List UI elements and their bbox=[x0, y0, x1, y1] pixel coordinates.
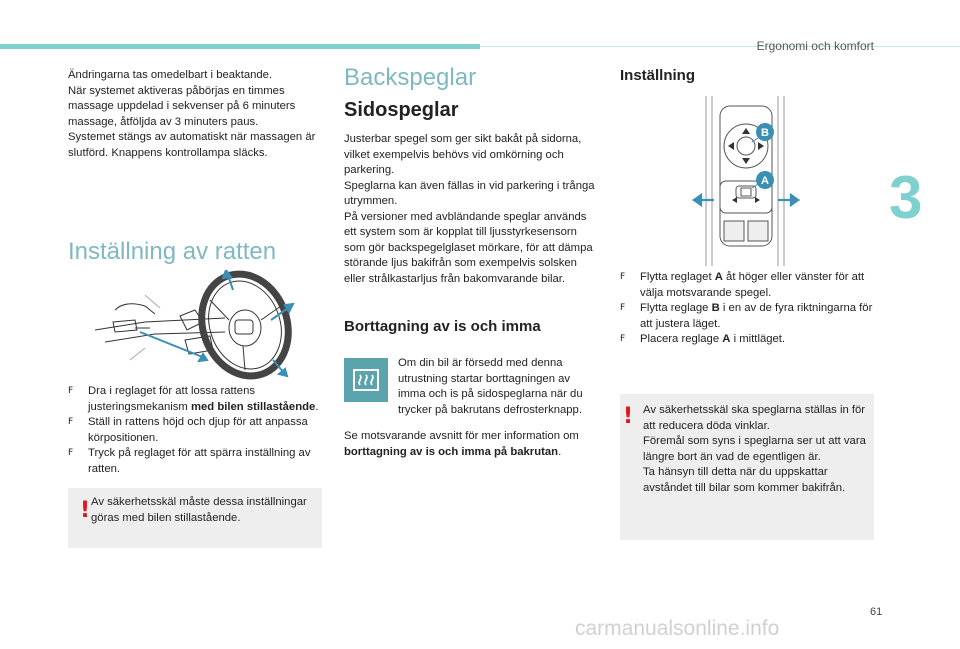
watermark: carmanualsonline.info bbox=[575, 617, 780, 640]
setting-step-3 bbox=[620, 332, 876, 348]
bullet-marker: F bbox=[620, 303, 626, 313]
reference-text bbox=[344, 429, 600, 460]
step-1-text: Dra i reglaget för att lossa rattens justeringsmekanism bbox=[88, 385, 256, 413]
setting-step-1 bbox=[620, 270, 876, 301]
bullet-marker: F bbox=[68, 448, 74, 458]
label-b: B bbox=[761, 127, 769, 139]
chapter-number: 3 bbox=[889, 164, 923, 231]
setting-2-bold: B bbox=[711, 302, 720, 314]
side-mirrors-heading: Sidospeglar bbox=[344, 99, 459, 121]
bullet-marker: F bbox=[620, 272, 626, 282]
steering-step-1 bbox=[68, 384, 324, 415]
step-2-text: Ställ in rattens höjd och djup för att anpassa körpositionen. bbox=[88, 416, 308, 444]
bullet-marker: F bbox=[68, 417, 74, 427]
side-mirrors-text: Justerbar spegel som ger sikt bakåt på sidorna, vilket exempelvis behövs vid omkörning och parkering. Speglarna kan även fällas in vid parkering i trånga utrymmen. På versioner med avbländande speglar används ett system som är kopplat till ljusstyrkesensorn som gör backspegelglaset mörkare, för att dämpa störande ljus bakifrån som exempelvis solsken eller strålkastarljus från bakomvarande bilar. bbox=[344, 133, 595, 285]
defrost-text-wrap bbox=[398, 356, 600, 418]
warning-icon: ! bbox=[623, 404, 634, 429]
defrost-heading: Borttagning av is och imma bbox=[344, 318, 541, 335]
setting-3-pre: Placera reglage bbox=[640, 333, 723, 345]
defrost-icon bbox=[344, 358, 388, 402]
step-1-end: . bbox=[315, 400, 319, 413]
mirrors-heading: Backspeglar bbox=[344, 64, 477, 91]
label-a: A bbox=[761, 175, 769, 187]
step-3-text: Tryck på reglaget för att spärra inställning av ratten. bbox=[88, 447, 311, 475]
defrost-text: Om din bil är försedd med denna utrustning startar borttagningen av imma och is på sidospeglarna när du trycker på bakrutans defrosterknapp. bbox=[398, 357, 583, 416]
warning-icon: ! bbox=[80, 498, 91, 523]
reference-pre: Se motsvarande avsnitt för mer information om bbox=[344, 430, 579, 442]
setting-1-post: åt höger eller vänster för att välja motsvarande spegel. bbox=[640, 271, 865, 299]
bullet-marker: F bbox=[68, 386, 74, 396]
massage-intro bbox=[68, 68, 324, 161]
setting-3-post: i mittläget. bbox=[730, 333, 786, 345]
setting-3-bold: A bbox=[722, 333, 731, 345]
steering-steps bbox=[68, 384, 324, 477]
page-header-title: Ergonomi och komfort bbox=[756, 39, 874, 53]
page-number: 61 bbox=[870, 606, 883, 618]
defrost-reference bbox=[344, 429, 600, 460]
steering-heading-wrap bbox=[68, 238, 324, 266]
setting-heading: Inställning bbox=[620, 67, 695, 84]
setting-2-pre: Flytta reglage bbox=[640, 302, 712, 314]
setting-steps bbox=[620, 270, 876, 348]
steering-warning-text: Av säkerhetsskäl måste dessa inställningar göras med bilen stillastående. bbox=[91, 496, 307, 524]
setting-bullet-list bbox=[620, 270, 876, 348]
mirrors-column bbox=[344, 64, 600, 337]
header-accent-bar bbox=[0, 44, 480, 49]
reference-bold: borttagning av is och imma på bakrutan bbox=[344, 445, 559, 458]
setting-2-post: i en av de fyra riktningarna för att justera läget. bbox=[640, 302, 873, 330]
bullet-marker: F bbox=[620, 334, 626, 344]
mirror-warning-box bbox=[620, 394, 874, 540]
intro-text: Ändringarna tas omedelbart i beaktande. När systemet aktiveras påbörjas en timmes massage uppdelad i sekvenser på 6 minuters massage, åtföljda av 3 minuters paus. Systemet stängs av automatiskt när massagen är slutförd. Knappens kontrollampa släcks. bbox=[68, 69, 316, 159]
steering-bullet-list bbox=[68, 384, 324, 477]
header-rule bbox=[480, 46, 960, 47]
setting-1-pre: Flytta reglaget bbox=[640, 271, 715, 283]
mirror-warning-text: Av säkerhetsskäl ska speglarna ställas in för att reducera döda vinklar. Föremål som syns i speglarna ser ut att vara längre bort än vad de egentligen är. Ta hänsyn till detta när du uppskattar avståndet till bilar som kommer bakifrån. bbox=[643, 404, 866, 494]
setting-heading-wrap bbox=[620, 68, 876, 86]
reference-end: . bbox=[558, 445, 562, 458]
steering-step-3 bbox=[68, 446, 324, 477]
steering-wheel-illustration bbox=[85, 270, 315, 380]
defrost-symbol-icon bbox=[344, 358, 388, 402]
steering-heading: Inställning av ratten bbox=[68, 238, 277, 265]
step-1-bold: med bilen stillastående bbox=[190, 400, 316, 413]
mirror-control-illustration bbox=[692, 96, 802, 266]
setting-step-2 bbox=[620, 301, 876, 332]
steering-step-2 bbox=[68, 415, 324, 446]
steering-warning-box bbox=[68, 488, 322, 548]
setting-1-bold: A bbox=[714, 271, 723, 283]
